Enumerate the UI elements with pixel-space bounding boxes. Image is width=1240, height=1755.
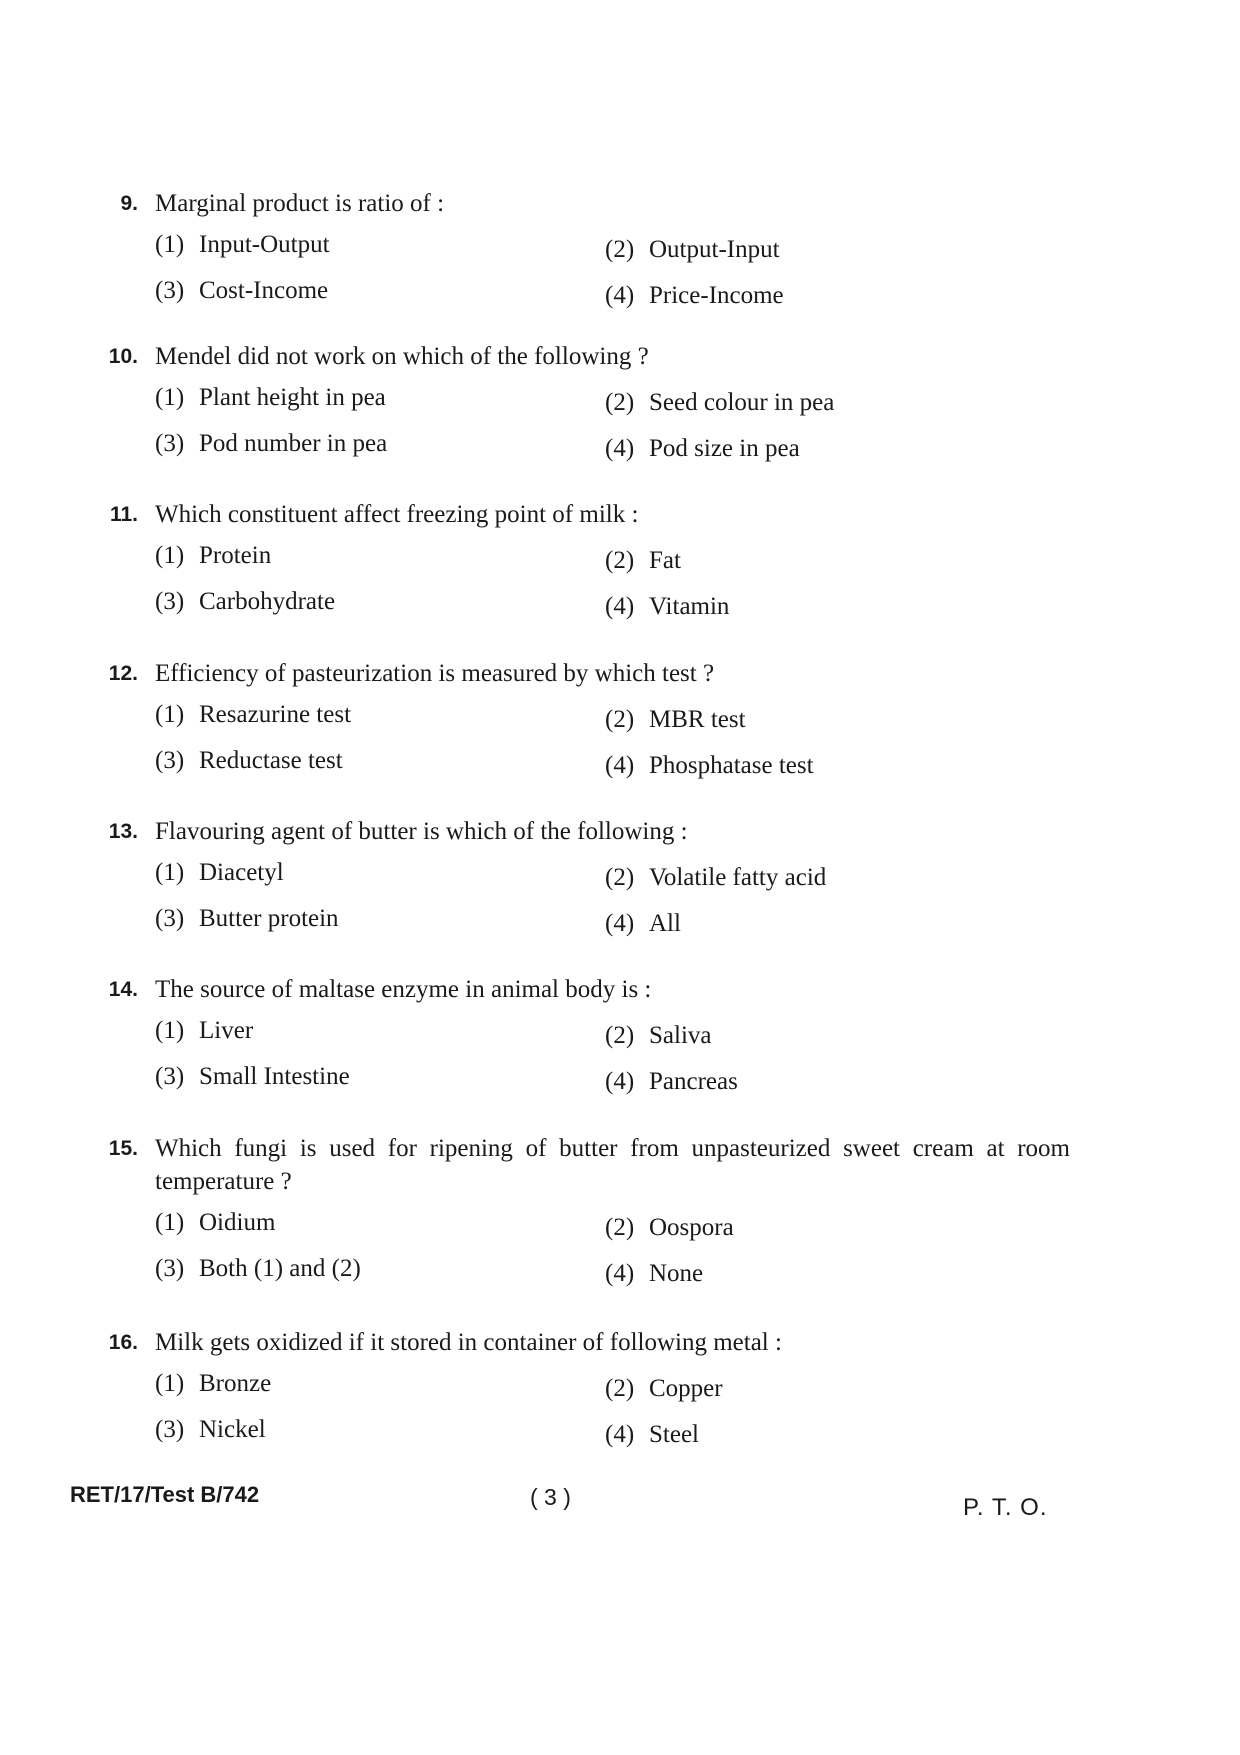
question-number: 13. (108, 820, 138, 843)
question-number: 14. (108, 978, 138, 1001)
question-number: 9. (120, 192, 138, 215)
question-number: 12. (108, 662, 138, 685)
option-1: (1) Protein (155, 542, 272, 569)
option-4: (4) None (605, 1260, 704, 1287)
option-3: (3) Small Intestine (155, 1063, 350, 1090)
option-3: (3) Nickel (155, 1416, 266, 1443)
question-text: Which fungi is used for ripening of butter from unpasteurized sweet cream at room temperature ? (155, 1135, 1070, 1195)
option-3: (3) Reductase test (155, 747, 343, 774)
option-1: (1) Diacetyl (155, 859, 284, 886)
option-1: (1) Oidium (155, 1209, 276, 1236)
option-1: (1) Input-Output (155, 231, 330, 258)
question-text: Flavouring agent of butter is which of the following : (155, 818, 688, 845)
option-2: (2) Output-Input (605, 236, 780, 263)
question-12 (90, 657, 1070, 790)
question-13 (90, 815, 1070, 948)
option-3: (3) Pod number in pea (155, 430, 388, 457)
option-4: (4) Steel (605, 1421, 699, 1448)
option-4: (4) Pod size in pea (605, 435, 800, 462)
option-2: (2) Saliva (605, 1022, 712, 1049)
question-text: Mendel did not work on which of the following ? (155, 343, 649, 370)
question-9 (90, 187, 1070, 320)
options (155, 381, 1070, 473)
option-2: (2) Copper (605, 1375, 723, 1402)
option-4: (4) Price-Income (605, 282, 784, 309)
options (155, 856, 1070, 948)
test-code: RET/17/Test B/742 (70, 1482, 260, 1507)
options (155, 1367, 1070, 1459)
option-2: (2) Volatile fatty acid (605, 864, 827, 891)
options (155, 228, 1070, 320)
option-3: (3) Cost-Income (155, 277, 329, 304)
question-number: 11. (109, 503, 138, 526)
option-4: (4) Pancreas (605, 1068, 738, 1095)
question-11 (90, 498, 1070, 631)
question-text: Efficiency of pasteurization is measured by which test ? (155, 660, 715, 687)
question-number: 10. (108, 345, 138, 368)
question-text: Marginal product is ratio of : (155, 190, 445, 217)
options (155, 1206, 1070, 1298)
option-4: (4) Phosphatase test (605, 752, 814, 779)
option-1: (1) Liver (155, 1017, 254, 1044)
pto-note: P. T. O. (963, 1494, 1048, 1521)
option-3: (3) Carbohydrate (155, 588, 336, 615)
option-4: (4) Vitamin (605, 593, 730, 620)
question-10 (90, 340, 1070, 473)
option-3: (3) Butter protein (155, 905, 339, 932)
question-number: 15. (108, 1137, 138, 1160)
page-number: ( 3 ) (530, 1484, 571, 1510)
question-text: The source of maltase enzyme in animal body is : (155, 976, 652, 1003)
question-16 (90, 1326, 1070, 1459)
options (155, 539, 1070, 631)
option-1: (1) Resazurine test (155, 701, 352, 728)
option-2: (2) Oospora (605, 1214, 734, 1241)
question-15 (90, 1132, 1070, 1298)
option-2: (2) Fat (605, 547, 681, 574)
question-number: 16. (108, 1331, 138, 1354)
question-text: Which constituent affect freezing point of milk : (155, 501, 639, 528)
option-2: (2) Seed colour in pea (605, 389, 835, 416)
options (155, 1014, 1070, 1106)
options (155, 698, 1070, 790)
question-14 (90, 973, 1070, 1106)
option-2: (2) MBR test (605, 706, 746, 733)
option-4: (4) All (605, 910, 681, 937)
option-3: (3) Both (1) and (2) (155, 1255, 361, 1282)
option-1: (1) Bronze (155, 1370, 272, 1397)
question-text: Milk gets oxidized if it stored in container of following metal : (155, 1329, 782, 1356)
option-1: (1) Plant height in pea (155, 384, 386, 411)
